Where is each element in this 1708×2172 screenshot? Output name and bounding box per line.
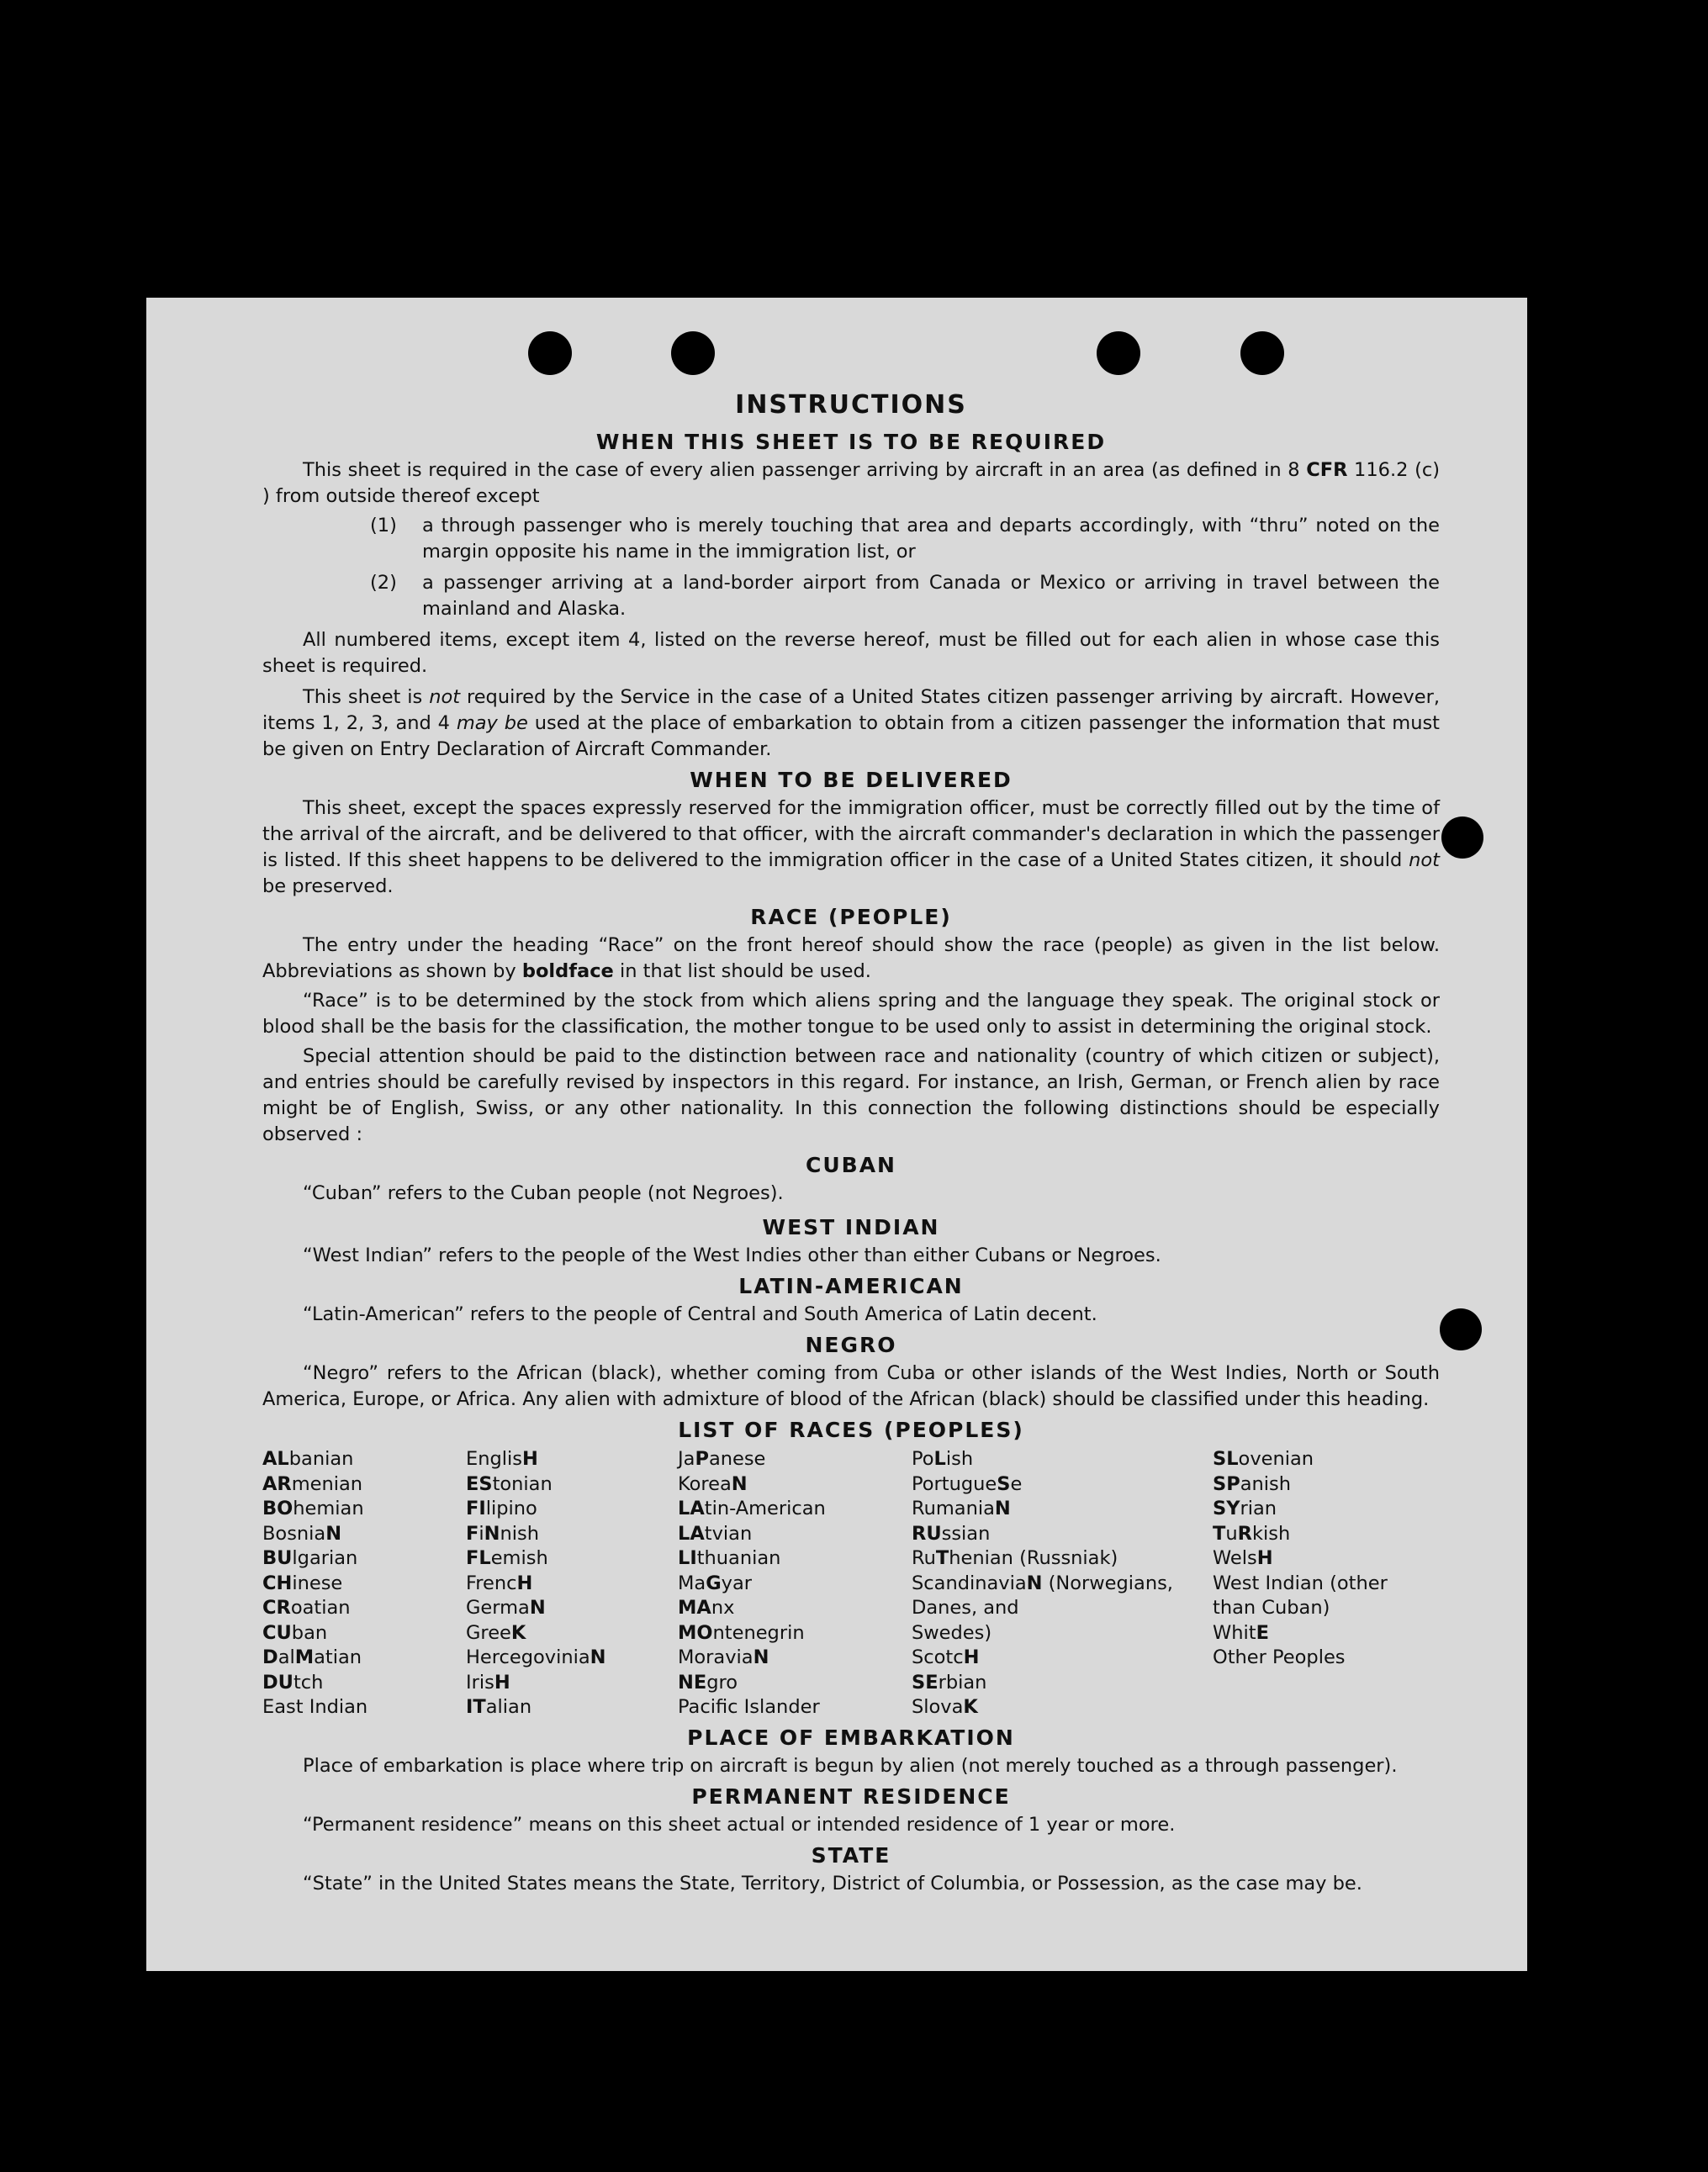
race-entry: BUlgarian	[262, 1547, 358, 1569]
race-entry: LAtvian	[678, 1522, 753, 1545]
race-entry: MAnx	[678, 1597, 735, 1619]
race-entry: MOntenegrin	[678, 1621, 805, 1644]
race-entry: ScandinaviaN (Norwegians,	[912, 1572, 1173, 1594]
race-entry: NEgro	[678, 1671, 738, 1694]
section-heading: CUBAN	[806, 1153, 896, 1177]
paragraph: All numbered items, except item 4, listed on the reverse hereof, must be filled out for each alien in whose case this sheet is required.	[262, 629, 1440, 677]
race-entry: PoLish	[912, 1448, 974, 1470]
section-heading: STATE	[811, 1842, 891, 1868]
race-entry: CHinese	[262, 1572, 343, 1594]
punch-hole	[528, 331, 572, 375]
paragraph: Place of embarkation is place where trip on aircraft is begun by alien (not merely touched as a through passenger).	[303, 1754, 1398, 1777]
race-entry: Swedes)	[912, 1621, 992, 1644]
section-heading: LATIN-AMERICAN	[738, 1274, 964, 1298]
race-entry: ScotcH	[912, 1646, 980, 1668]
race-column	[678, 1447, 912, 1720]
race-column	[1213, 1447, 1440, 1720]
paragraph: The entry under the heading “Race” on the front hereof should show the race (people) as given in the list below. Abbreviations as shown by boldface in that list should be used.	[262, 934, 1440, 982]
race-column	[262, 1447, 466, 1720]
paragraph: “West Indian” refers to the people of the West Indies other than either Cubans or Negroes.	[303, 1245, 1161, 1266]
document-sheet	[146, 298, 1527, 1971]
paragraph: “Race” is to be determined by the stock from which aliens spring and the language they speak. The original stock or blood shall be the basis for the classification, the mother tongue to be used only to assist in determining the original stock.	[262, 990, 1440, 1038]
paragraph: “Negro” refers to the African (black), whether coming from Cuba or other islands of the West Indies, North or South America, Europe, or Africa. Any alien with admixture of blood of the African (black) should be classified under this heading.	[262, 1362, 1440, 1410]
race-entry: Pacific Islander	[678, 1696, 820, 1718]
race-entry: MoraviaN	[678, 1646, 769, 1668]
race-entry: CRoatian	[262, 1597, 351, 1619]
paragraph: This sheet is required in the case of every alien passenger arriving by aircraft in an area (as defined in 8 CFR 116.2 (c) ) from outside thereof except	[262, 459, 1440, 507]
race-entry: SYrian	[1213, 1498, 1277, 1519]
page-title: INSTRUCTIONS	[735, 390, 967, 420]
race-entry: LIthuanian	[678, 1547, 781, 1569]
section-heading: PLACE OF EMBARKATION	[687, 1725, 1015, 1750]
race-entry: HercegoviniaN	[466, 1646, 606, 1668]
race-entry: DalMatian	[262, 1646, 362, 1668]
race-entry: WelsH	[1213, 1547, 1273, 1569]
punch-hole	[1440, 1308, 1482, 1350]
race-entry: BosniaN	[262, 1522, 342, 1545]
race-entry: JaPanese	[678, 1448, 766, 1470]
list-item: (2) a passenger arriving at a land-border airport from Canada or Mexico or arriving in travel between the mainland and Alaska.	[370, 572, 1440, 620]
section-heading: NEGRO	[805, 1333, 897, 1357]
race-list	[262, 1447, 1440, 1720]
race-entry: WhitE	[1213, 1621, 1269, 1644]
race-entry: SPanish	[1213, 1472, 1291, 1495]
punch-hole	[1240, 331, 1284, 375]
race-entry: Other Peoples	[1213, 1646, 1346, 1668]
race-entry: East Indian	[262, 1696, 368, 1718]
race-entry: Danes, and	[912, 1597, 1019, 1619]
section-heading: LIST OF RACES (PEOPLES)	[678, 1418, 1024, 1442]
race-entry: ARmenian	[262, 1472, 363, 1495]
race-entry: FiNnish	[466, 1522, 539, 1545]
race-entry: RUssian	[912, 1522, 991, 1545]
section-heading: PERMANENT RESIDENCE	[691, 1784, 1011, 1809]
section-heading: WHEN TO BE DELIVERED	[690, 768, 1013, 792]
instructions-content	[262, 390, 1440, 1897]
race-entry: ALbanian	[262, 1448, 354, 1470]
race-entry: SLovenian	[1213, 1448, 1314, 1470]
paragraph: “Latin-American” refers to the people of Central and South America of Latin decent.	[303, 1303, 1097, 1325]
section-heading: RACE (PEOPLE)	[750, 905, 952, 929]
race-entry: SlovaK	[912, 1696, 978, 1718]
paragraph: Special attention should be paid to the distinction between race and nationality (country of which citizen or subject), and entries should be carefully revised by inspectors in this regard. For instance, an Irish, German, or French alien by race might be of English, Swiss, or any other nationality. In this connection the following distinctions should be especially observed :	[262, 1045, 1440, 1145]
race-entry: IrisH	[466, 1671, 510, 1694]
paragraph: “State” in the United States means the State, Territory, District of Columbia, or Possession, as the case may be.	[303, 1872, 1362, 1895]
punch-hole	[1097, 331, 1140, 375]
race-entry: LAtin-American	[678, 1498, 826, 1519]
race-entry: GreeK	[466, 1621, 526, 1644]
race-entry: FrencH	[466, 1572, 533, 1594]
race-entry: SErbian	[912, 1671, 987, 1694]
race-entry: RumaniaN	[912, 1498, 1011, 1519]
race-entry: CUban	[262, 1621, 328, 1644]
race-entry: DUtch	[262, 1671, 324, 1694]
race-entry: RuThenian (Russniak)	[912, 1547, 1118, 1569]
paragraph: This sheet is not required by the Service in the case of a United States citizen passenger arriving by aircraft. However, items 1, 2, 3, and 4 may be used at the place of embarkation to obtain from a citizen passenger the information that must be given on Entry Declaration of Aircraft Commander.	[262, 686, 1440, 760]
race-entry: West Indian (other	[1213, 1572, 1388, 1594]
race-entry: EStonian	[466, 1472, 553, 1495]
race-entry: PortugueSe	[912, 1472, 1023, 1495]
race-entry: FIlipino	[466, 1498, 537, 1519]
paragraph: This sheet, except the spaces expressly reserved for the immigration officer, must be correctly filled out by the time of the arrival of the aircraft, and be delivered to that officer, with the aircraft commander's declaration in which the passenger is listed. If this sheet happens to be delivered to the immigration officer in the case of a United States citizen, it should not be preserved.	[262, 797, 1440, 897]
section-heading: WEST INDIAN	[762, 1215, 940, 1239]
race-column	[466, 1447, 678, 1720]
punch-hole	[671, 331, 715, 375]
race-entry: than Cuban)	[1213, 1597, 1330, 1619]
race-entry: MaGyar	[678, 1572, 753, 1594]
race-entry: GermaN	[466, 1597, 546, 1619]
race-entry: ITalian	[466, 1696, 532, 1718]
paragraph: “Cuban” refers to the Cuban people (not Negroes).	[303, 1182, 784, 1204]
paragraph: “Permanent residence” means on this sheet actual or intended residence of 1 year or more.	[303, 1813, 1176, 1836]
race-entry: TuRkish	[1213, 1522, 1291, 1545]
race-entry: BOhemian	[262, 1498, 364, 1519]
race-entry: FLemish	[466, 1547, 548, 1569]
race-column	[912, 1447, 1213, 1720]
section-heading: WHEN THIS SHEET IS TO BE REQUIRED	[595, 430, 1107, 454]
race-entry: KoreaN	[678, 1472, 748, 1495]
race-entry: EnglisH	[466, 1448, 538, 1470]
list-item: (1) a through passenger who is merely touching that area and departs accordingly, with “thru” noted on the margin opposite his name in the immigration list, or	[370, 515, 1440, 563]
punch-hole	[1441, 816, 1483, 859]
